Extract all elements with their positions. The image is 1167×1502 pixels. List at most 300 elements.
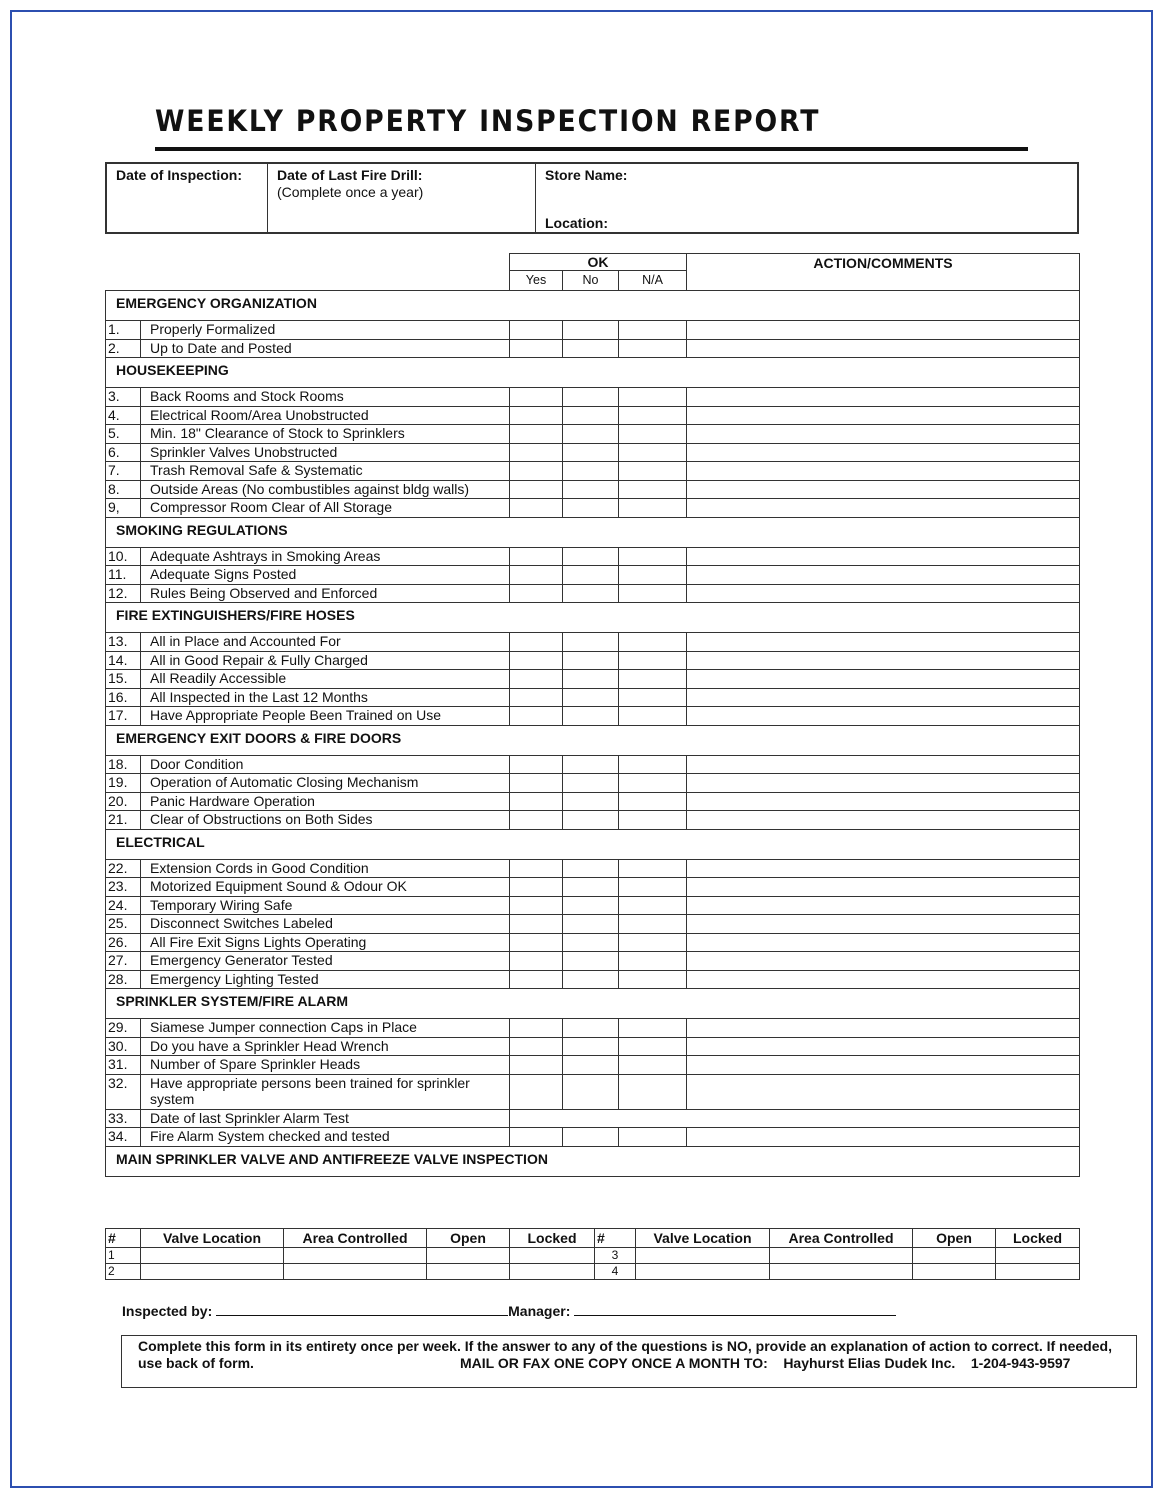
item-number: 26. bbox=[106, 933, 141, 952]
table-row bbox=[106, 547, 1080, 566]
location-label: Location: bbox=[545, 215, 608, 231]
comment-field[interactable] bbox=[687, 339, 1080, 358]
na-checkbox[interactable] bbox=[619, 443, 687, 462]
table-row bbox=[106, 1248, 1080, 1264]
no-checkbox[interactable] bbox=[563, 499, 619, 518]
no-checkbox[interactable] bbox=[563, 811, 619, 830]
item-description: Panic Hardware Operation bbox=[141, 792, 510, 811]
comment-field[interactable] bbox=[687, 670, 1080, 689]
item-description: All in Place and Accounted For bbox=[141, 633, 510, 652]
na-checkbox[interactable] bbox=[619, 1128, 687, 1147]
no-checkbox[interactable] bbox=[563, 443, 619, 462]
comment-field[interactable] bbox=[687, 933, 1080, 952]
yes-checkbox[interactable] bbox=[510, 480, 563, 499]
yes-checkbox[interactable] bbox=[510, 688, 563, 707]
comment-field[interactable] bbox=[687, 859, 1080, 878]
section-header bbox=[106, 517, 1080, 547]
open-field[interactable] bbox=[427, 1264, 510, 1280]
no-checkbox[interactable] bbox=[563, 584, 619, 603]
table-row bbox=[106, 878, 1080, 897]
no-checkbox[interactable] bbox=[563, 547, 619, 566]
report-title: WEEKLY PROPERTY INSPECTION REPORT bbox=[155, 104, 821, 138]
na-checkbox[interactable] bbox=[619, 792, 687, 811]
item-description: Properly Formalized bbox=[141, 321, 510, 340]
item-description: Electrical Room/Area Unobstructed bbox=[141, 406, 510, 425]
no-checkbox[interactable] bbox=[563, 388, 619, 407]
na-checkbox[interactable] bbox=[619, 406, 687, 425]
table-row bbox=[106, 859, 1080, 878]
comment-field[interactable] bbox=[687, 406, 1080, 425]
open-header: Open bbox=[913, 1229, 996, 1248]
yes-checkbox[interactable] bbox=[510, 755, 563, 774]
item-number: 9, bbox=[106, 499, 141, 518]
no-checkbox[interactable] bbox=[563, 792, 619, 811]
no-checkbox[interactable] bbox=[563, 915, 619, 934]
comment-field[interactable] bbox=[687, 388, 1080, 407]
item-number: 11. bbox=[106, 566, 141, 585]
na-column-header: N/A bbox=[619, 271, 687, 291]
yes-checkbox[interactable] bbox=[510, 1056, 563, 1075]
section-smoking-regulations: SMOKING REGULATIONS bbox=[106, 517, 1080, 547]
no-checkbox[interactable] bbox=[563, 878, 619, 897]
section-header bbox=[106, 358, 1080, 388]
area-controlled-field[interactable] bbox=[284, 1264, 427, 1280]
item-number: 29. bbox=[106, 1019, 141, 1038]
table-row bbox=[106, 425, 1080, 444]
item-description: Adequate Ashtrays in Smoking Areas bbox=[141, 547, 510, 566]
item-number: 14. bbox=[106, 651, 141, 670]
yes-checkbox[interactable] bbox=[510, 443, 563, 462]
no-checkbox[interactable] bbox=[563, 952, 619, 971]
yes-checkbox[interactable] bbox=[510, 406, 563, 425]
action-comments-header: ACTION/COMMENTS bbox=[687, 254, 1080, 291]
item-description: Adequate Signs Posted bbox=[141, 566, 510, 585]
date-of-inspection-field[interactable] bbox=[107, 164, 268, 232]
item-number: 27. bbox=[106, 952, 141, 971]
item-description: Outside Areas (No combustibles against bldg walls) bbox=[141, 480, 510, 499]
table-row bbox=[106, 688, 1080, 707]
comment-field[interactable] bbox=[687, 774, 1080, 793]
comment-field[interactable] bbox=[687, 792, 1080, 811]
section-fire-extinguishers: FIRE EXTINGUISHERS/FIRE HOSES bbox=[106, 603, 1080, 633]
comment-field[interactable] bbox=[687, 425, 1080, 444]
locked-field[interactable] bbox=[510, 1248, 595, 1264]
inspection-checklist bbox=[105, 253, 1080, 1177]
item-description: Clear of Obstructions on Both Sides bbox=[141, 811, 510, 830]
comment-field[interactable] bbox=[687, 462, 1080, 481]
item-number: 33. bbox=[106, 1109, 141, 1128]
item-description: Up to Date and Posted bbox=[141, 339, 510, 358]
item-number: 24. bbox=[106, 896, 141, 915]
no-checkbox[interactable] bbox=[563, 480, 619, 499]
comment-field[interactable] bbox=[687, 707, 1080, 726]
section-header bbox=[106, 291, 1080, 321]
comment-field[interactable] bbox=[687, 1019, 1080, 1038]
yes-checkbox[interactable] bbox=[510, 896, 563, 915]
na-checkbox[interactable] bbox=[619, 1074, 687, 1109]
na-checkbox[interactable] bbox=[619, 670, 687, 689]
yes-checkbox[interactable] bbox=[510, 462, 563, 481]
item-number: 30. bbox=[106, 1037, 141, 1056]
table-row bbox=[106, 670, 1080, 689]
no-checkbox[interactable] bbox=[563, 970, 619, 989]
section-header bbox=[106, 725, 1080, 755]
table-row bbox=[106, 970, 1080, 989]
section-header bbox=[106, 829, 1080, 859]
item-number: 32. bbox=[106, 1074, 141, 1109]
section-header bbox=[106, 1146, 1080, 1176]
area-controlled-field[interactable] bbox=[770, 1248, 913, 1264]
item-number: 15. bbox=[106, 670, 141, 689]
na-checkbox[interactable] bbox=[619, 339, 687, 358]
item-number: 21. bbox=[106, 811, 141, 830]
item-number: 10. bbox=[106, 547, 141, 566]
comment-field[interactable] bbox=[687, 1128, 1080, 1147]
yes-checkbox[interactable] bbox=[510, 970, 563, 989]
yes-checkbox[interactable] bbox=[510, 952, 563, 971]
valve-header-row bbox=[106, 1229, 1080, 1248]
valve-location-header: Valve Location bbox=[141, 1229, 284, 1248]
table-row bbox=[106, 1074, 1080, 1109]
na-checkbox[interactable] bbox=[619, 547, 687, 566]
valve-number-header: # bbox=[106, 1229, 141, 1248]
no-checkbox[interactable] bbox=[563, 339, 619, 358]
no-checkbox[interactable] bbox=[563, 462, 619, 481]
item-description: Back Rooms and Stock Rooms bbox=[141, 388, 510, 407]
no-checkbox[interactable] bbox=[563, 1019, 619, 1038]
yes-checkbox[interactable] bbox=[510, 499, 563, 518]
item-description: Number of Spare Sprinkler Heads bbox=[141, 1056, 510, 1075]
na-checkbox[interactable] bbox=[619, 480, 687, 499]
yes-checkbox[interactable] bbox=[510, 792, 563, 811]
locked-header: Locked bbox=[510, 1229, 595, 1248]
comment-field[interactable] bbox=[687, 896, 1080, 915]
no-checkbox[interactable] bbox=[563, 566, 619, 585]
section-valve-inspection: MAIN SPRINKLER VALVE AND ANTIFREEZE VALVE INSPECTION bbox=[106, 1146, 1080, 1176]
area-controlled-header: Area Controlled bbox=[770, 1229, 913, 1248]
mail-to-text: MAIL OR FAX ONE COPY ONCE A MONTH TO: Hayhurst Elias Dudek Inc. 1-204-943-9597 bbox=[460, 1355, 1071, 1371]
no-checkbox[interactable] bbox=[563, 896, 619, 915]
no-checkbox[interactable] bbox=[563, 651, 619, 670]
yes-checkbox[interactable] bbox=[510, 339, 563, 358]
item-description: Temporary Wiring Safe bbox=[141, 896, 510, 915]
item-description: Door Condition bbox=[141, 755, 510, 774]
item-description: Sprinkler Valves Unobstructed bbox=[141, 443, 510, 462]
ok-column-header: OK bbox=[510, 254, 687, 271]
comment-field[interactable] bbox=[687, 547, 1080, 566]
section-exit-doors: EMERGENCY EXIT DOORS & FIRE DOORS bbox=[106, 725, 1080, 755]
comment-field[interactable] bbox=[687, 755, 1080, 774]
table-row bbox=[106, 499, 1080, 518]
yes-checkbox[interactable] bbox=[510, 566, 563, 585]
item-number: 22. bbox=[106, 859, 141, 878]
inspected-by-field[interactable] bbox=[216, 1302, 508, 1316]
item-number: 8. bbox=[106, 480, 141, 499]
item-number: 28. bbox=[106, 970, 141, 989]
comment-field[interactable] bbox=[687, 811, 1080, 830]
na-checkbox[interactable] bbox=[619, 499, 687, 518]
yes-checkbox[interactable] bbox=[510, 584, 563, 603]
item-description: Min. 18" Clearance of Stock to Sprinklers bbox=[141, 425, 510, 444]
comment-field[interactable] bbox=[687, 970, 1080, 989]
item-description: All Readily Accessible bbox=[141, 670, 510, 689]
no-checkbox[interactable] bbox=[563, 755, 619, 774]
title-underline bbox=[155, 147, 1028, 151]
no-checkbox[interactable] bbox=[563, 670, 619, 689]
item-number: 25. bbox=[106, 915, 141, 934]
comment-field[interactable] bbox=[687, 878, 1080, 897]
section-sprinkler-system: SPRINKLER SYSTEM/FIRE ALARM bbox=[106, 989, 1080, 1019]
valve-location-field[interactable] bbox=[141, 1248, 284, 1264]
table-row bbox=[106, 1019, 1080, 1038]
yes-checkbox[interactable] bbox=[510, 811, 563, 830]
item-number: 19. bbox=[106, 774, 141, 793]
section-housekeeping: HOUSEKEEPING bbox=[106, 358, 1080, 388]
item-number: 5. bbox=[106, 425, 141, 444]
yes-checkbox[interactable] bbox=[510, 859, 563, 878]
item-description: Fire Alarm System checked and tested bbox=[141, 1128, 510, 1147]
table-row bbox=[106, 1037, 1080, 1056]
comment-field[interactable] bbox=[687, 499, 1080, 518]
no-checkbox[interactable] bbox=[563, 688, 619, 707]
na-checkbox[interactable] bbox=[619, 1037, 687, 1056]
open-field[interactable] bbox=[427, 1248, 510, 1264]
table-row bbox=[106, 707, 1080, 726]
table-row bbox=[106, 584, 1080, 603]
no-checkbox[interactable] bbox=[563, 406, 619, 425]
na-checkbox[interactable] bbox=[619, 651, 687, 670]
table-row bbox=[106, 1109, 1080, 1128]
comment-field[interactable] bbox=[687, 688, 1080, 707]
date-of-inspection-label: Date of Inspection: bbox=[116, 167, 243, 183]
table-row bbox=[106, 443, 1080, 462]
area-controlled-header: Area Controlled bbox=[284, 1229, 427, 1248]
no-checkbox[interactable] bbox=[563, 859, 619, 878]
table-row bbox=[106, 321, 1080, 340]
na-checkbox[interactable] bbox=[619, 388, 687, 407]
table-row bbox=[106, 339, 1080, 358]
valve-location-header: Valve Location bbox=[636, 1229, 770, 1248]
ok-header-row bbox=[106, 254, 1080, 271]
yes-checkbox[interactable] bbox=[510, 633, 563, 652]
valve-number-header: # bbox=[595, 1229, 636, 1248]
locked-header: Locked bbox=[996, 1229, 1080, 1248]
section-header bbox=[106, 989, 1080, 1019]
valve-row-number: 2 bbox=[106, 1264, 141, 1280]
yes-checkbox[interactable] bbox=[510, 425, 563, 444]
item-number: 18. bbox=[106, 755, 141, 774]
comment-field[interactable] bbox=[687, 915, 1080, 934]
yes-checkbox[interactable] bbox=[510, 547, 563, 566]
yes-checkbox[interactable] bbox=[510, 774, 563, 793]
yes-checkbox[interactable] bbox=[510, 1037, 563, 1056]
item-description: Emergency Lighting Tested bbox=[141, 970, 510, 989]
yes-checkbox[interactable] bbox=[510, 878, 563, 897]
table-row bbox=[106, 896, 1080, 915]
no-checkbox[interactable] bbox=[563, 1037, 619, 1056]
area-controlled-field[interactable] bbox=[770, 1264, 913, 1280]
area-controlled-field[interactable] bbox=[284, 1248, 427, 1264]
yes-checkbox[interactable] bbox=[510, 915, 563, 934]
table-row bbox=[106, 388, 1080, 407]
no-column-header: No bbox=[563, 271, 619, 291]
table-row bbox=[106, 651, 1080, 670]
na-checkbox[interactable] bbox=[619, 811, 687, 830]
section-emergency-organization: EMERGENCY ORGANIZATION bbox=[106, 291, 1080, 321]
open-field[interactable] bbox=[913, 1248, 996, 1264]
item-number: 16. bbox=[106, 688, 141, 707]
na-checkbox[interactable] bbox=[619, 896, 687, 915]
table-row bbox=[106, 480, 1080, 499]
locked-field[interactable] bbox=[996, 1248, 1080, 1264]
yes-checkbox[interactable] bbox=[510, 651, 563, 670]
table-row bbox=[106, 1056, 1080, 1075]
table-row bbox=[106, 566, 1080, 585]
no-checkbox[interactable] bbox=[563, 425, 619, 444]
na-checkbox[interactable] bbox=[619, 970, 687, 989]
comment-field[interactable] bbox=[687, 1074, 1080, 1109]
table-row bbox=[106, 1128, 1080, 1147]
store-name-label: Store Name: bbox=[545, 167, 628, 183]
table-row bbox=[106, 915, 1080, 934]
item-description: Date of last Sprinkler Alarm Test bbox=[141, 1109, 510, 1128]
comment-field[interactable] bbox=[687, 443, 1080, 462]
na-checkbox[interactable] bbox=[619, 878, 687, 897]
instructions-text: Complete this form in its entirety once per week. If the answer to any of the questions is NO, provide an explanation of action to correct. If needed, use back of form. bbox=[138, 1338, 1112, 1371]
item-number: 34. bbox=[106, 1128, 141, 1147]
table-row bbox=[106, 406, 1080, 425]
item-number: 2. bbox=[106, 339, 141, 358]
item-description: Disconnect Switches Labeled bbox=[141, 915, 510, 934]
valve-inspection-table bbox=[105, 1228, 1080, 1280]
yes-checkbox[interactable] bbox=[510, 933, 563, 952]
last-fire-drill-label: Date of Last Fire Drill: bbox=[277, 167, 423, 183]
inspected-by-label: Inspected by: bbox=[122, 1303, 213, 1319]
na-checkbox[interactable] bbox=[619, 707, 687, 726]
item-number: 20. bbox=[106, 792, 141, 811]
yes-checkbox[interactable] bbox=[510, 707, 563, 726]
comment-field[interactable] bbox=[687, 633, 1080, 652]
comment-field[interactable] bbox=[687, 1037, 1080, 1056]
item-number: 3. bbox=[106, 388, 141, 407]
na-checkbox[interactable] bbox=[619, 584, 687, 603]
no-checkbox[interactable] bbox=[563, 707, 619, 726]
na-checkbox[interactable] bbox=[619, 566, 687, 585]
last-fire-drill-field[interactable] bbox=[268, 164, 536, 232]
na-checkbox[interactable] bbox=[619, 688, 687, 707]
table-row bbox=[106, 933, 1080, 952]
table-row bbox=[106, 462, 1080, 481]
item-description: All Inspected in the Last 12 Months bbox=[141, 688, 510, 707]
open-header: Open bbox=[427, 1229, 510, 1248]
comment-field[interactable] bbox=[687, 480, 1080, 499]
store-name-field[interactable] bbox=[536, 164, 1077, 232]
manager-field[interactable] bbox=[574, 1302, 896, 1316]
instructions-box bbox=[121, 1335, 1137, 1388]
yes-checkbox[interactable] bbox=[510, 388, 563, 407]
valve-location-field[interactable] bbox=[636, 1248, 770, 1264]
yes-checkbox[interactable] bbox=[510, 321, 563, 340]
last-fire-drill-note: (Complete once a year) bbox=[277, 184, 424, 200]
comment-field[interactable] bbox=[687, 321, 1080, 340]
date-answer-field[interactable] bbox=[510, 1109, 1080, 1128]
item-number: 31. bbox=[106, 1056, 141, 1075]
item-number: 7. bbox=[106, 462, 141, 481]
item-description: All in Good Repair & Fully Charged bbox=[141, 651, 510, 670]
manager-label: Manager: bbox=[508, 1303, 571, 1319]
section-electrical: ELECTRICAL bbox=[106, 829, 1080, 859]
yes-checkbox[interactable] bbox=[510, 670, 563, 689]
locked-field[interactable] bbox=[510, 1264, 595, 1280]
table-row bbox=[106, 792, 1080, 811]
valve-location-field[interactable] bbox=[141, 1264, 284, 1280]
na-checkbox[interactable] bbox=[619, 774, 687, 793]
na-checkbox[interactable] bbox=[619, 321, 687, 340]
header-box bbox=[105, 162, 1079, 234]
na-checkbox[interactable] bbox=[619, 859, 687, 878]
no-checkbox[interactable] bbox=[563, 1128, 619, 1147]
comment-field[interactable] bbox=[687, 1056, 1080, 1075]
table-row bbox=[106, 1264, 1080, 1280]
item-description: Have appropriate persons been trained for sprinkler system bbox=[141, 1074, 510, 1109]
comment-field[interactable] bbox=[687, 566, 1080, 585]
yes-checkbox[interactable] bbox=[510, 1074, 563, 1109]
item-description: Motorized Equipment Sound & Odour OK bbox=[141, 878, 510, 897]
valve-row-number: 4 bbox=[595, 1264, 636, 1280]
yes-checkbox[interactable] bbox=[510, 1128, 563, 1147]
no-checkbox[interactable] bbox=[563, 933, 619, 952]
item-description: Compressor Room Clear of All Storage bbox=[141, 499, 510, 518]
item-description: Do you have a Sprinkler Head Wrench bbox=[141, 1037, 510, 1056]
na-checkbox[interactable] bbox=[619, 1056, 687, 1075]
item-description: Emergency Generator Tested bbox=[141, 952, 510, 971]
item-number: 23. bbox=[106, 878, 141, 897]
item-number: 12. bbox=[106, 584, 141, 603]
valve-location-field[interactable] bbox=[636, 1264, 770, 1280]
na-checkbox[interactable] bbox=[619, 755, 687, 774]
na-checkbox[interactable] bbox=[619, 425, 687, 444]
item-description: Rules Being Observed and Enforced bbox=[141, 584, 510, 603]
na-checkbox[interactable] bbox=[619, 915, 687, 934]
item-description: Siamese Jumper connection Caps in Place bbox=[141, 1019, 510, 1038]
open-field[interactable] bbox=[913, 1264, 996, 1280]
na-checkbox[interactable] bbox=[619, 633, 687, 652]
item-description: Extension Cords in Good Condition bbox=[141, 859, 510, 878]
comment-field[interactable] bbox=[687, 651, 1080, 670]
no-checkbox[interactable] bbox=[563, 1074, 619, 1109]
no-checkbox[interactable] bbox=[563, 321, 619, 340]
locked-field[interactable] bbox=[996, 1264, 1080, 1280]
no-checkbox[interactable] bbox=[563, 774, 619, 793]
valve-row-number: 3 bbox=[595, 1248, 636, 1264]
comment-field[interactable] bbox=[687, 952, 1080, 971]
table-row bbox=[106, 811, 1080, 830]
na-checkbox[interactable] bbox=[619, 952, 687, 971]
item-description: All Fire Exit Signs Lights Operating bbox=[141, 933, 510, 952]
comment-field[interactable] bbox=[687, 584, 1080, 603]
na-checkbox[interactable] bbox=[619, 462, 687, 481]
na-checkbox[interactable] bbox=[619, 1019, 687, 1038]
item-description: Operation of Automatic Closing Mechanism bbox=[141, 774, 510, 793]
section-header bbox=[106, 603, 1080, 633]
item-number: 4. bbox=[106, 406, 141, 425]
no-checkbox[interactable] bbox=[563, 1056, 619, 1075]
table-row bbox=[106, 633, 1080, 652]
no-checkbox[interactable] bbox=[563, 633, 619, 652]
yes-checkbox[interactable] bbox=[510, 1019, 563, 1038]
signature-line bbox=[122, 1302, 896, 1319]
na-checkbox[interactable] bbox=[619, 933, 687, 952]
